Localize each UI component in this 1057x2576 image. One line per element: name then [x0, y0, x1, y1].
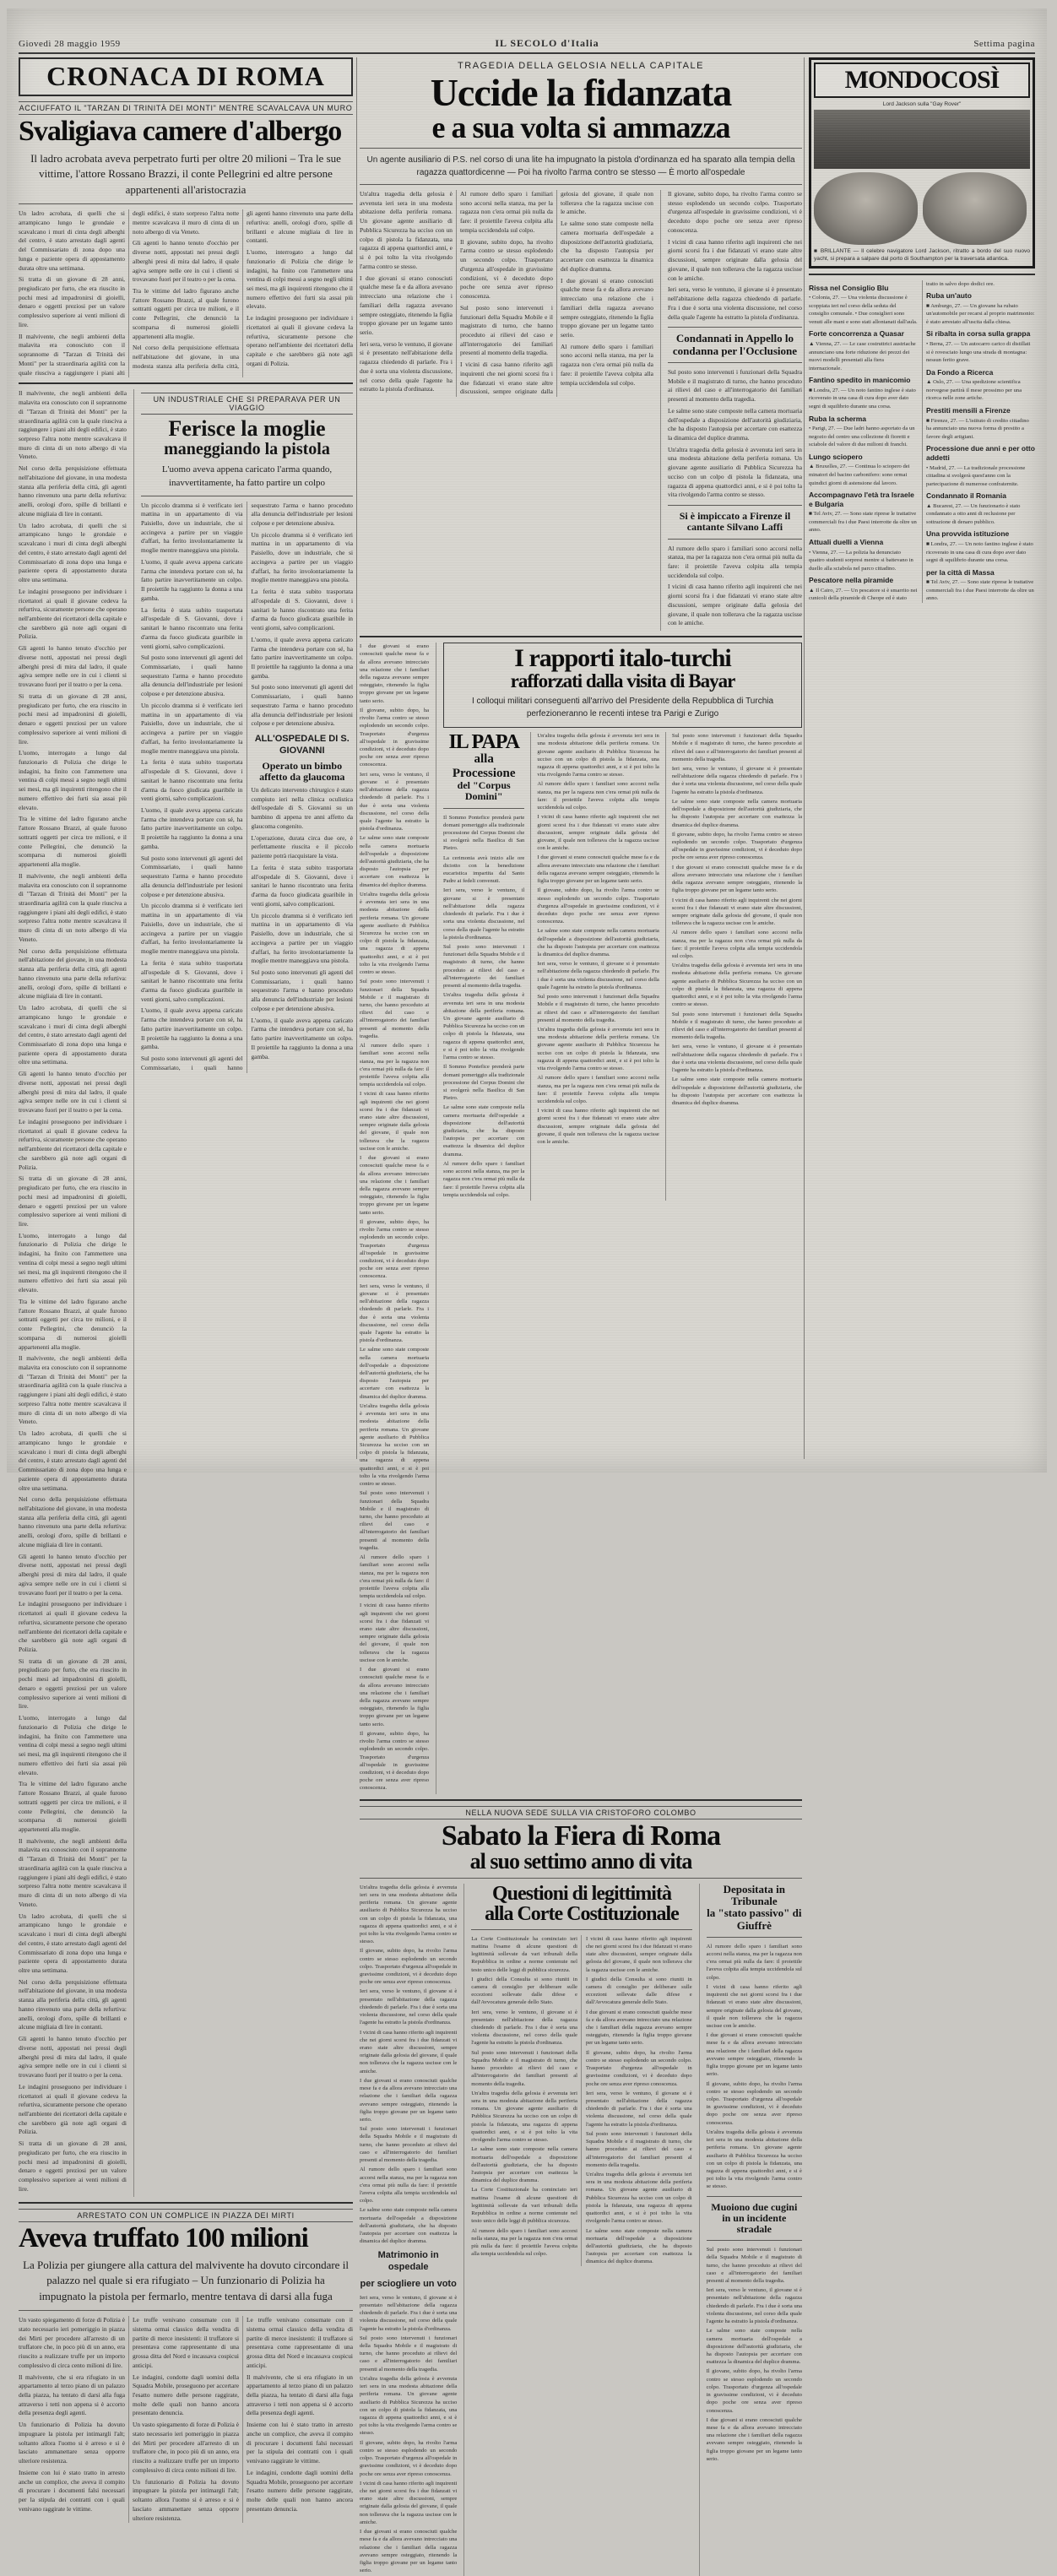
brief-text: ■ Londra, 27. — Un noto fantino inglese è stato ricoverato in una casa di cura dopo aver dato segni di squilibrio durante una corsa.: [926, 541, 1033, 564]
paragraph: Sul posto sono intervenuti i funzionari della Squadra Mobile e il magistrato di turno, che hanno proceduto ai rilievi del caso e all'interrogatorio dei familiari presenti al momento della tragedia.: [360, 979, 430, 1039]
brief-item: [809, 376, 918, 410]
brief-headline: Ruba la scherma: [809, 414, 867, 423]
brief-text: ▲ Il Cairo, 27. — Un pescatore si è smarrito nei cunicoli della piramide di Cheope ed è stato tratto in salvo dopo dodici ore.: [809, 280, 995, 602]
body-cugini: [707, 2246, 802, 2463]
brief-headline: Processione due anni e per otto addetti: [926, 444, 1035, 462]
paragraph: L'operazione, durata circa due ore, è perfettamente riuscita e il piccolo paziente potrà riacquistare la vista.: [251, 833, 353, 860]
paragraph: Un funzionario di Polizia ha dovuto impugnare la pistola per intimargli l'alt; soltanto allora l'uomo si è arreso e si è lasciato ammanettare senza opporre ulteriore resistenza.: [133, 2477, 239, 2522]
paragraph: Le indagini proseguono per individuare i ricettatori ai quali il giovane cedeva la refurtiva, sicuramente persone che operano nell'ambiente dei ricettatori della capitale e che sarebbero già note agli organi di Polizia.: [19, 2082, 127, 2136]
paragraph: Il giovane, subito dopo, ha rivolto l'arma contro se stesso esplodendo un secondo colpo. Trasportato d'urgenza all'ospedale in gravissime condizioni, vi è deceduto dopo poche ore senza aver ripreso conoscenza.: [585, 2049, 692, 2087]
paragraph: Sul posto sono intervenuti gli agenti del Commissariato, i quali hanno sequestrato l'arma e hanno proceduto alla denuncia dell'industriale per lesioni colpose e per detenzione abusiva.: [140, 653, 243, 698]
deck-albergo: Il ladro acrobata aveva perpetrato furti per oltre 20 milioni – Tra le sue vittime, l'attore Rossano Brazzi, il conte Pellegrini ed altre persone appartenenti all'aristocrazia: [30, 151, 341, 197]
paragraph: I due giovani si erano conosciuti qualche mese fa e da allora avevano intrecciato una relazione che i familiari della ragazza avevano sempre osteggiato, ritenendo la figlia troppo giovane per un legame tanto serio.: [360, 274, 453, 337]
paragraph: I vicini di casa hanno riferito agli inquirenti che nei giorni scorsi fra i due fidanzati vi erano state altre discussioni, sempre originate dalla gelosia del giovane, il quale non tollerava che la ragazza uscisse con le amiche.: [360, 2480, 458, 2525]
briefs-container: [809, 280, 1035, 603]
paragraph: I vicini di casa hanno riferito agli inquirenti che nei giorni scorsi fra i due fidanzati vi erano state altre discussioni, sempre originate dalla gelosia del giovane, il quale non tollerava che la ragazza uscisse con le amiche.: [360, 2029, 458, 2074]
paragraph: Le salme sono state composte nella camera mortuaria dell'ospedale a disposizione dell'autorità giudiziaria, che ha disposto l'autopsia per accertare con esattezza la dinamica del duplice dramma.: [537, 928, 659, 958]
paragraph: Le salme sono state composte nella camera mortuaria dell'ospedale a disposizione dell'autorità giudiziaria, che ha disposto l'autopsia per accertare con esattezza la dinamica del duplice dramma.: [585, 2227, 692, 2265]
paragraph: I due giovani si erano conosciuti qualche mese fa e da allora avevano intrecciato una relazione che i familiari della ragazza avevano sempre osteggiato, ritenendo la figlia troppo giovane per un legame tanto serio.: [706, 2032, 802, 2078]
hospital-headline: Operato un bimbo affetto da glaucoma: [259, 759, 345, 783]
paragraph: I vicini di casa hanno riferito agli inquirenti che nei giorni scorsi fra i due fidanzati vi erano state altre discussioni, sempre originate dalla gelosia del giovane, il quale non tollerava che la ragazza uscisse con le amiche.: [459, 190, 653, 396]
paragraph: Il malvivente, che negli ambienti della malavita era conosciuto con il soprannome di "Tarzan di Trinità dei Monti" per la straordinaria agilità con la quale riusciva a raggiungere i piani alti degli edifici, è stato sorpreso l'altra notte mentre scavalcava il muro di cinta di un noto albergo di via Veneto.: [19, 1836, 127, 1908]
paragraph: Un vasto spiegamento di forze di Polizia è stato necessario ieri pomeriggio in piazza dei Mirti per procedere all'arresto di un truffatore che, in poco più di un anno, era riuscito a realizzare truffe per un importo complessivo di circa cento milioni di lire.: [133, 2421, 239, 2474]
paragraph: Si tratta di un giovane di 28 anni, pregiudicato per furto, che era riuscito in pochi mesi ad impadronirsi di gioielli, denaro e oggetti preziosi per un valore complessivo superiore ai venti milioni di lire.: [19, 2139, 127, 2193]
body-impiccato: [668, 545, 802, 629]
paragraph: Gli agenti lo hanno tenuto d'occhio per diverse notti, appostati nei pressi degli alberghi presi di mira dal ladro, il quale agiva sempre nelle ore in cui i clienti si trovavano fuori per il teatro o per la cena.: [19, 2035, 127, 2080]
paragraph: Nel corso della perquisizione effettuata nell'abitazione del giovane, in una modesta stanza alla periferia della città, gli agenti hanno rinvenuto una parte della refurtiva: anelli, orologi d'oro, spille di brillanti e alcune migliaia di lire in contanti.: [19, 1495, 127, 1548]
paragraph: Un'altra tragedia della gelosia è avvenuta ieri sera in una modesta abitazione della periferia romana. Un giovane agente ausiliario di Pubblica Sicurezza ha ucciso con un colpo di pistola la fidanzata, una ragazza di appena quattordici anni, e si è poi tolto la vita rivolgendo l'arma contro se stesso.: [360, 2375, 458, 2437]
deck-ferisce-moglie: L'uomo aveva appena caricato l'arma quando, inavvertitamente, ha fatto partire un colpo: [161, 464, 333, 488]
headline-fiera-1: Sabato la Fiera di Roma: [441, 1819, 721, 1852]
brief-text: ■ Amburgo, 27. — Un giovane ha rubato un'automobile per recarsi al proprio matrimonio: è stato arrestato all'uscita dalla chiesa.: [926, 302, 1035, 325]
brief-headline: Una provvida istituzione: [926, 529, 1010, 539]
paragraph: Sul posto sono intervenuti gli agenti del Commissariato, i quali hanno sequestrato l'arma e hanno proceduto alla denuncia dell'industriale per lesioni colpose e per detenzione abusiva.: [140, 854, 243, 898]
brief-item: [926, 406, 1035, 441]
columns-container: [19, 57, 1035, 2574]
paragraph: L'uomo, il quale aveva appena caricato l'arma che intendeva portare con sé, ha fatto partire inavvertitamente un colpo. Il proiettile ha raggiunto la donna a una gamba.: [140, 806, 243, 850]
mondocosi-title: MONDOCOSÌ: [814, 62, 1030, 98]
body-corte: [471, 1935, 691, 2266]
paragraph: Le indagini proseguono per individuare i ricettatori ai quali il giovane cedeva la refurtiva, sicuramente persone che operano nell'ambiente dei ricettatori della capitale e che sarebbero già note agli organi di Polizia.: [19, 1117, 127, 1171]
paragraph: I vicini di casa hanno riferito agli inquirenti che nei giorni scorsi fra i due fidanzati vi erano state altre discussioni, sempre originate dalla gelosia del giovane, il quale non tollerava che la ragazza uscisse con le amiche.: [537, 814, 659, 852]
paragraph: Al rumore dello sparo i familiari sono accorsi nella stanza, ma per la ragazza non c'era ormai più nulla da fare: il proiettile l'aveva colpita alla tempia uccidendola sul colpo.: [560, 342, 653, 387]
brief-text: ▲ Bruxelles, 27. — Continua lo sciopero dei minatori del bacino carbonifero: sono ormai quindici giorni di astensione dal lavoro.: [809, 464, 910, 486]
paragraph: Ieri sera, verso le ventuno, il giovane si è presentato nell'abitazione della ragazza chiedendo di parlarle. Fra i due è sorta una violenta discussione, nel corso della quale l'agente ha estratto la pistola d'ordinanza.: [360, 1988, 458, 2026]
paragraph: Un'altra tragedia della gelosia è avvenuta ieri sera in una modesta abitazione della periferia romana. Un giovane agente ausiliario di Pubblica Sicurezza ha ucciso con un colpo di pistola la fidanzata, una ragazza di appena quattordici anni, e si è poi tolto la vita rivolgendo l'arma contro se stesso.: [360, 891, 430, 976]
paragraph: Al rumore dello sparo i familiari sono accorsi nella stanza, ma per la ragazza non c'era ormai più nulla da fare: il proiettile l'aveva colpita alla tempia uccidendola sul colpo.: [360, 1554, 430, 1600]
paragraph: I vicini di casa hanno riferito agli inquirenti che nei giorni scorsi fra i due fidanzati vi erano state altre discussioni, sempre originate dalla gelosia del giovane, il quale non tollerava che la ragazza uscisse con le amiche.: [585, 1935, 692, 1973]
brief-headline: Rissa nel Consiglio Blu: [809, 283, 889, 292]
paragraph: Il giovane, subito dopo, ha rivolto l'arma contro se stesso esplodendo un secondo colpo. Trasportato d'urgenza all'ospedale in gravissime condizioni, vi è deceduto dopo poche ore senza aver ripreso conoscenza.: [360, 707, 430, 768]
paragraph: Ieri sera, verso le ventuno, il giovane si è presentato nell'abitazione della ragazza chiedendo di parlarle. Fra i due è sorta una violenta discussione, nel corso della quale l'agente ha estratto la pistola d'ordinanza.: [667, 285, 802, 321]
paragraph: Un'altra tragedia della gelosia è avvenuta ieri sera in una modesta abitazione della periferia romana. Un giovane agente ausiliario di Pubblica Sicurezza ha ucciso con un colpo di pistola la fidanzata, una ragazza di appena quattordici anni, e si è poi tolto la vita rivolgendo l'arma contro se stesso.: [537, 733, 659, 778]
paragraph: Il Sommo Pontefice prenderà parte domani pomeriggio alla tradizionale processione del Corpus Domini che si svolgerà nella Basilica di San Pietro.: [443, 814, 525, 852]
paragraph: I due giovani si erano conosciuti qualche mese fa e da allora avevano intrecciato una relazione che i familiari della ragazza avevano sempre osteggiato, ritenendo la figlia troppo giovane per un legame tanto serio.: [360, 2529, 458, 2574]
paragraph: Tra le vittime del ladro figurano anche l'attore Rossano Brazzi, al quale furono sottratti oggetti per circa tre milioni, e il conte Pellegrini, che denunciò la scomparsa di numerosi gioielli appartenenti alla moglie.: [19, 815, 127, 869]
paragraph: Al rumore dello sparo i familiari sono accorsi nella stanza, ma per la ragazza non c'era ormai più nulla da fare: il proiettile l'aveva colpita alla tempia uccidendola sul colpo.: [706, 1943, 802, 1981]
paragraph: I vicini di casa hanno riferito agli inquirenti che nei giorni scorsi fra i due fidanzati vi erano state altre discussioni, sempre originate dalla gelosia del giovane, il quale non tollerava che la ragazza uscisse con le amiche.: [667, 583, 802, 627]
paragraph: I due giovani si erano conosciuti qualche mese fa e da allora avevano intrecciato una relazione che i familiari della ragazza avevano sempre osteggiato, ritenendo la figlia troppo giovane per un legame tanto serio.: [360, 643, 430, 704]
paragraph: I due giovani si erano conosciuti qualche mese fa e da allora avevano intrecciato una relazione che i familiari della ragazza avevano sempre osteggiato, ritenendo la figlia troppo giovane per un legame tanto serio.: [360, 1155, 430, 1216]
paragraph: Sul posto sono intervenuti gli agenti del Commissariato, i quali hanno sequestrato l'arma e hanno proceduto alla denuncia dell'industriale per lesioni colpose e per detenzione abusiva.: [251, 683, 353, 728]
paragraph: Si tratta di un giovane di 28 anni, pregiudicato per furto, che era riuscito in pochi mesi ad impadronirsi di gioielli, denaro e oggetti preziosi per un valore complessivo superiore ai venti milioni di lire.: [19, 275, 125, 328]
brief-headline: Prestiti mensili a Firenze: [926, 406, 1011, 415]
brief-text: ■ Londra, 27. — Un noto fantino inglese è stato ricoverato in una casa di cura dopo aver dato segni di squilibrio durante una corsa.: [809, 387, 916, 409]
paragraph: Ieri sera, verso le ventuno, il giovane si è presentato nell'abitazione della ragazza chiedendo di parlarle. Fra i due è sorta una violenta discussione, nel corso della quale l'agente ha estratto la pistola d'ordinanza.: [471, 2009, 577, 2047]
paragraph: Un funzionario di Polizia ha dovuto impugnare la pistola per intimargli l'alt; soltanto allora l'uomo si è arreso e si è lasciato ammanettare senza opporre ulteriore resistenza.: [19, 2421, 125, 2465]
paragraph: Un vasto spiegamento di forze di Polizia è stato necessario ieri pomeriggio in piazza dei Mirti per procedere all'arresto di un truffatore che, in poco più di un anno, era riuscito a realizzare truffe per un importo complessivo di circa cento milioni di lire.: [19, 2316, 125, 2369]
headline-papa-3: del "Corpus Domini": [457, 779, 511, 803]
body-turchi-2: [672, 732, 802, 1107]
paragraph: Un ladro acrobata, di quelli che si arrampicano lungo le grondaie e scavalcano i muri di cinta degli alberghi del centro, è stato arrestato dagli agenti del Commissariato di zona dopo una lunga e paziente opera di appostamento durata oltre una settimana.: [19, 209, 125, 272]
brief-item: [809, 415, 918, 449]
paragraph: I due giovani si erano conosciuti qualche mese fa e da allora avevano intrecciato una relazione che i familiari della ragazza avevano sempre osteggiato, ritenendo la figlia troppo giovane per un legame tanto serio.: [706, 2416, 802, 2462]
brief-headline: Da Fondo a Ricerca: [926, 367, 994, 377]
paragraph: Il giovane, subito dopo, ha rivolto l'arma contro se stesso esplodendo un secondo colpo. Trasportato d'urgenza all'ospedale in gravissime condizioni, vi è deceduto dopo poche ore senza aver ripreso conoscenza.: [459, 237, 553, 301]
portrait-photo-left: [814, 172, 918, 245]
headline-matrimonio-1: Matrimonio in ospedale: [377, 2250, 439, 2273]
paragraph: La ferita è stata subito trasportata all'ospedale di S. Giovanni, dove i sanitari le hanno riscontrato una ferita d'arma da fuoco giudicata guaribile in venti giorni, salvo complicazioni.: [140, 758, 243, 803]
paragraph: Nel corso della perquisizione effettuata nell'abitazione del giovane, in una modesta stanza alla periferia della città, gli agenti hanno rinvenuto una parte della refurtiva: anelli, orologi d'oro, spille di brillanti e alcune migliaia di lire in contanti.: [133, 209, 353, 370]
paragraph: Sul posto sono intervenuti i funzionari della Squadra Mobile e il magistrato di turno, che hanno proceduto ai rilievi del caso e all'interrogatorio dei familiari presenti al momento della tragedia.: [360, 2335, 458, 2373]
paragraph: Al rumore dello sparo i familiari sono accorsi nella stanza, ma per la ragazza non c'era ormai più nulla da fare: il proiettile l'aveva colpita alla tempia uccidendola sul colpo.: [537, 781, 659, 811]
paragraph: Un'altra tragedia della gelosia è avvenuta ieri sera in una modesta abitazione della periferia romana. Un giovane agente ausiliario di Pubblica Sicurezza ha ucciso con un colpo di pistola la fidanzata, una ragazza di appena quattordici anni, e si è poi tolto la vita rivolgendo l'arma contro se stesso.: [360, 1884, 458, 1945]
paragraph: Sul posto sono intervenuti i funzionari della Squadra Mobile e il magistrato di turno, che hanno proceduto ai rilievi del caso e all'interrogatorio dei familiari presenti al momento della tragedia.: [360, 1490, 430, 1551]
paragraph: Le truffe venivano consumate con il sistema ormai classico della vendita di partite di merce inesistenti: il truffatore si presentava come rappresentante di una grossa ditta del Nord e incassava cospicui anticipi.: [133, 2316, 239, 2369]
paragraph: Un'altra tragedia della gelosia è avvenuta ieri sera in una modesta abitazione della periferia romana. Un giovane agente ausiliario di Pubblica Sicurezza ha ucciso con un colpo di pistola la fidanzata, una ragazza di appena quattordici anni, e si è poi tolto la vita rivolgendo l'arma contro se stesso.: [471, 2090, 577, 2144]
body-tribunale: [707, 1943, 802, 2191]
paragraph: Un'altra tragedia della gelosia è avvenuta ieri sera in una modesta abitazione della periferia romana. Un giovane agente ausiliario di Pubblica Sicurezza ha ucciso con un colpo di pistola la fidanzata, una ragazza di appena quattordici anni, e si è poi tolto la vita rivolgendo l'arma contro se stesso.: [443, 992, 525, 1061]
brief-headline: Condannato il Romania: [926, 491, 1006, 501]
deck-truffa: La Polizia per giungere alla cattura del malvivente ha dovuto circondare il palazzo nel quale si era rifugiato – Un funzionario di Polizia ha impugnato la pistola per fermarlo, mentre tentava di darsi alla fuga: [23, 2258, 349, 2303]
paragraph: Al rumore dello sparo i familiari sono accorsi nella stanza, ma per la ragazza non c'era ormai più nulla da fare: il proiettile l'aveva colpita alla tempia uccidendola sul colpo.: [443, 1160, 525, 1198]
paragraph: Si tratta di un giovane di 28 anni, pregiudicato per furto, che era riuscito in pochi mesi ad impadronirsi di gioielli, denaro e oggetti preziosi per un valore complessivo superiore ai venti milioni di lire.: [19, 691, 127, 746]
paragraph: Sul posto sono intervenuti i funzionari della Squadra Mobile e il magistrato di turno, che hanno proceduto ai rilievi del caso e all'interrogatorio dei familiari presenti al momento della tragedia.: [667, 367, 802, 404]
paragraph: La Corte Costituzionale ha cominciato ieri mattina l'esame di alcune questioni di legittimità sollevate da vari tribunali della Repubblica in ordine a norme contenute nel testo unico delle leggi di pubblica sicurezza.: [471, 2187, 577, 2225]
paragraph: Nel corso della perquisizione effettuata nell'abitazione del giovane, in una modesta stanza alla periferia della città, gli agenti hanno rinvenuto una parte della refurtiva: anelli, orologi d'oro, spille di brillanti e alcune migliaia di lire in contanti.: [19, 464, 127, 518]
paragraph: I due giovani si erano conosciuti qualche mese fa e da allora avevano intrecciato una relazione che i familiari della ragazza avevano sempre osteggiato, ritenendo la figlia troppo giovane per un legame tanto serio.: [671, 864, 802, 894]
paragraph: L'uomo, interrogato a lungo dal funzionario di Polizia che dirige le indagini, ha finito con l'ammettere una ventina di colpi messi a segno negli ultimi sei mesi, ma gli inquirenti ritengono che il numero effettivo dei furti sia assai più elevato.: [19, 1714, 127, 1776]
masthead-date: Giovedì 28 maggio 1959: [19, 38, 121, 49]
paragraph: Un'altra tragedia della gelosia è avvenuta ieri sera in una modesta abitazione della periferia romana. Un giovane agente ausiliario di Pubblica Sicurezza ha ucciso con un colpo di pistola la fidanzata, una ragazza di appena quattordici anni, e si è poi tolto la vita rivolgendo l'arma contro se stesso.: [360, 1402, 430, 1488]
brief-item: [926, 291, 1035, 326]
paragraph: L'uomo, il quale aveva appena caricato l'arma che intendeva portare con sé, ha fatto partire inavvertitamente un colpo. Il proiettile ha raggiunto la donna a una gamba.: [251, 1016, 353, 1060]
brief-headline: Attuali duelli a Vienna: [809, 537, 884, 546]
paragraph: Gli agenti lo hanno tenuto d'occhio per diverse notti, appostati nei pressi degli alberghi presi di mira dal ladro, il quale agiva sempre nelle ore in cui i clienti si trovavano fuori per il teatro o per la cena.: [19, 1552, 127, 1597]
paragraph: Sul posto sono intervenuti gli agenti del Commissariato, i quali hanno sequestrato l'arma e hanno proceduto alla denuncia dell'industriale per lesioni colpose e per detenzione abusiva.: [251, 968, 353, 1012]
paragraph: L'uomo, il quale aveva appena caricato l'arma che intendeva portare con sé, ha fatto partire inavvertitamente un colpo. Il proiettile ha raggiunto la donna a una gamba.: [140, 557, 243, 602]
paragraph: La ferita è stata subito trasportata all'ospedale di S. Giovanni, dove i sanitari le hanno riscontrato una ferita d'arma da fuoco giudicata guaribile in venti giorni, salvo complicazioni.: [140, 958, 243, 1003]
newspaper-page: [7, 8, 1047, 2574]
body-uccide-side: [668, 190, 802, 322]
paragraph: Le indagini, condotte dagli uomini della Squadra Mobile, proseguono per accertare l'esatto numero delle persone raggirate, molte delle quali non hanno ancora presentato denuncia.: [133, 2373, 239, 2417]
paragraph: Un delicato intervento chirurgico è stato compiuto ieri nella clinica oculistica dell'ospedale di S. Giovanni su un bambino di appena tre anni affetto da glaucoma congenito.: [251, 786, 353, 830]
masthead-paper-name: IL SECOLO d'Italia: [495, 37, 599, 49]
masthead-rule: [19, 52, 1035, 54]
body-ferisce-moglie: [141, 502, 353, 1073]
center-column: [360, 57, 802, 2576]
headline-turchi-1: I rapporti italo-turchi: [514, 644, 731, 673]
paragraph: I due giovani si erano conosciuti qualche mese fa e da allora avevano intrecciato una relazione che i familiari della ragazza avevano sempre osteggiato, ritenendo la figlia troppo giovane per un legame tanto serio.: [360, 1667, 430, 1727]
paragraph: Al rumore dello sparo i familiari sono accorsi nella stanza, ma per la ragazza non c'era ormai più nulla da fare: il proiettile l'aveva colpita alla tempia uccidendola sul colpo.: [459, 190, 553, 234]
paragraph: I vicini di casa hanno riferito agli inquirenti che nei giorni scorsi fra i due fidanzati vi erano state altre discussioni, sempre originate dalla gelosia del giovane, il quale non tollerava che la ragazza uscisse con le amiche.: [671, 897, 802, 927]
paragraph: Un'altra tragedia della gelosia è avvenuta ieri sera in una modesta abitazione della periferia romana. Un giovane agente ausiliario di Pubblica Sicurezza ha ucciso con un colpo di pistola la fidanzata, una ragazza di appena quattordici anni, e si è poi tolto la vita rivolgendo l'arma contro se stesso.: [360, 190, 453, 270]
headline-fiera-2: al suo settimo anno di vita: [469, 1848, 692, 1874]
paragraph: Le indagini, condotte dagli uomini della Squadra Mobile, proseguono per accertare l'esatto numero delle persone raggirate, molte delle quali non hanno ancora presentato denuncia.: [247, 2468, 353, 2513]
paragraph: Un ladro acrobata, di quelli che si arrampicano lungo le grondaie e scavalcano i muri di cinta degli alberghi del centro, è stato arrestato dagli agenti del Commissariato di zona dopo una lunga e paziente opera di appostamento durata oltre una settimana.: [19, 1429, 127, 1492]
paragraph: Il malvivente, che si era rifugiato in un appartamento al terzo piano di un palazzo della piazza, ha tentato di darsi alla fuga attraverso i tetti non appena si è accorto della presenza degli agenti.: [247, 2373, 353, 2417]
deck-turchi: I colloqui militari conseguenti all'arrivo del Presidente della Repubblica di Turchia perfezioneranno le recenti intese tra Parigi e Zurigo: [471, 697, 774, 719]
body-albergo-continued: [19, 389, 127, 2194]
paragraph: Si tratta di un giovane di 28 anni, pregiudicato per furto, che era riuscito in pochi mesi ad impadronirsi di gioielli, denaro e oggetti preziosi per un valore complessivo superiore ai venti milioni di lire.: [19, 1174, 127, 1228]
paragraph: Le truffe venivano consumate con il sistema ormai classico della vendita di partite di merce inesistenti: il truffatore si presentava come rappresentante di una grossa ditta del Nord e incassava cospicui anticipi.: [247, 2316, 353, 2369]
brief-item: [809, 453, 918, 487]
brief-item: [926, 444, 1035, 488]
brief-text: • Berna, 27. — Un autocarro carico di distillati si è rovesciato lungo una strada di montagna: nessun ferito grave.: [926, 341, 1031, 364]
paragraph: Un'altra tragedia della gelosia è avvenuta ieri sera in una modesta abitazione della periferia romana. Un giovane agente ausiliario di Pubblica Sicurezza ha ucciso con un colpo di pistola la fidanzata, una ragazza di appena quattordici anni, e si è poi tolto la vita rivolgendo l'arma contro se stesso.: [537, 1027, 659, 1072]
paragraph: Ieri sera, verso le ventuno, il giovane si è presentato nell'abitazione della ragazza chiedendo di parlarle. Fra i due è sorta una violenta discussione, nel corso della quale l'agente ha estratto la pistola d'ordinanza.: [671, 766, 802, 795]
masthead: [19, 37, 1035, 50]
paragraph: La ferita è stata subito trasportata all'ospedale di S. Giovanni, dove i sanitari le hanno riscontrato una ferita d'arma da fuoco giudicata guaribile in venti giorni, salvo complicazioni.: [251, 588, 353, 632]
paragraph: Le indagini proseguono per individuare i ricettatori ai quali il giovane cedeva la refurtiva, sicuramente persone che operano nell'ambiente dei ricettatori della capitale e che sarebbero già note agli organi di Polizia.: [19, 1600, 127, 1654]
paragraph: Il malvivente, che negli ambienti della malavita era conosciuto con il soprannome di "Tarzan di Trinità dei Monti" per la straordinaria agilità con la quale riusciva a raggiungere i piani alti degli edifici, è stato sorpreso l'altra notte mentre scavalcava il muro di cinta di un noto albergo di via Veneto.: [19, 1354, 127, 1426]
kicker-tragedia: TRAGEDIA DELLA GELOSIA NELLA CAPITALE: [458, 61, 704, 71]
paragraph: Ieri sera, verso le ventuno, il giovane si è presentato nell'abitazione della ragazza chiedendo di parlarle. Fra i due è sorta una violenta discussione, nel corso della quale l'agente ha estratto la pistola d'ordinanza.: [360, 1283, 430, 1344]
body-papa: [443, 814, 524, 1200]
paragraph: Gli agenti lo hanno tenuto d'occhio per diverse notti, appostati nei pressi degli alberghi presi di mira dal ladro, il quale agiva sempre nelle ore in cui i clienti si trovavano fuori per il teatro o per la cena.: [133, 239, 239, 284]
paragraph: Sul posto sono intervenuti gli agenti del Commissariato, i quali hanno sequestrato l'arma e hanno proceduto alla denuncia dell'industriale per lesioni colpose e per detenzione abusiva.: [140, 501, 353, 1071]
photo-caption-top: Lord Jackson sulla "Gay Rover": [882, 101, 962, 107]
paragraph: Insieme con lui è stato tratto in arresto anche un complice, che aveva il compito di procurare i documenti falsi necessari per la stipula dei contratti con i quali venivano raggirate le vittime.: [19, 2468, 125, 2513]
brief-text: • Parigi, 27. — Due ladri hanno asportato da un negozio del centro una collezione di fioretti e sciabole del valore di due milioni di franchi.: [809, 426, 915, 448]
headline-ferisce-moglie-2: maneggiando la pistola: [164, 439, 330, 458]
paragraph: Tra le vittime del ladro figurano anche l'attore Rossano Brazzi, al quale furono sottratti oggetti per circa tre milioni, e il conte Pellegrini, che denunciò la scomparsa di numerosi gioielli appartenenti alla moglie.: [19, 1297, 127, 1351]
headline-impiccato: Si è impiccato a Firenze il cantante Silvano Laffi: [679, 510, 791, 534]
paragraph: I due giovani si erano conosciuti qualche mese fa e da allora avevano intrecciato una relazione che i familiari della ragazza avevano sempre osteggiato, ritenendo la figlia troppo giovane per un legame tanto serio.: [560, 276, 653, 339]
brief-item: [809, 538, 918, 572]
paragraph: Ieri sera, verso le ventuno, il giovane si è presentato nell'abitazione della ragazza chiedendo di parlarle. Fra i due è sorta una violenta discussione, nel corso della quale l'agente ha estratto la pistola d'ordinanza.: [443, 887, 525, 941]
headline-albergo: Svaligiava camere d'albergo: [19, 115, 342, 147]
paragraph: Le salme sono state composte nella camera mortuaria dell'ospedale a disposizione dell'autorità giudiziaria, che ha disposto l'autopsia per accertare con esattezza la dinamica del duplice dramma.: [671, 798, 802, 828]
paragraph: Il giovane, subito dopo, ha rivolto l'arma contro se stesso esplodendo un secondo colpo. Trasportato d'urgenza all'ospedale in gravissime condizioni, vi è deceduto dopo poche ore senza aver ripreso conoscenza.: [360, 1218, 430, 1280]
paragraph: Un piccolo dramma si è verificato ieri mattina in un appartamento di via Paisiello, dove un industriale, che si accingeva a partire per un viaggio d'affari, ha ferito involontariamente la moglie mentre maneggiava una pistola.: [251, 911, 353, 965]
paragraph: Il malvivente, che negli ambienti della malavita era conosciuto con il soprannome di "Tarzan di Trinità dei Monti" per la straordinaria agilità con la quale riusciva a raggiungere i piani alti degli edifici, è stato sorpreso l'altra notte mentre scavalcava il muro di cinta di un noto albergo di via Veneto.: [19, 389, 127, 461]
brief-text: • Vienna, 27. — La polizia ha denunciato quattro studenti sorpresi mentre si battevano in duello alla sciabola nel parco cittadino.: [809, 549, 913, 572]
paragraph: Un ladro acrobata, di quelli che si arrampicano lungo le grondaie e scavalcano i muri di cinta degli alberghi del centro, è stato arrestato dagli agenti del Commissariato di zona dopo una lunga e paziente opera di appostamento durata oltre una settimana.: [19, 1004, 127, 1066]
paragraph: Il giovane, subito dopo, ha rivolto l'arma contro se stesso esplodendo un secondo colpo. Trasportato d'urgenza all'ospedale in gravissime condizioni, vi è deceduto dopo poche ore senza aver ripreso conoscenza.: [667, 190, 802, 234]
headline-cugini-1: Muoiono due cugini: [711, 2200, 798, 2213]
paragraph: I vicini di casa hanno riferito agli inquirenti che nei giorni scorsi fra i due fidanzati vi erano state altre discussioni, sempre originate dalla gelosia del giovane, il quale non tollerava che la ragazza uscisse con le amiche.: [360, 1091, 430, 1152]
headline-tribunale-1: Depositata in Tribunale: [723, 1882, 785, 1907]
kicker-truffa: ARRESTATO CON UN COMPLICE IN PIAZZA DEI MIRTI: [19, 2209, 353, 2222]
paragraph: I vicini di casa hanno riferito agli inquirenti che nei giorni scorsi fra i due fidanzati vi erano state altre discussioni, sempre originate dalla gelosia del giovane, il quale non tollerava che la ragazza uscisse con le amiche.: [360, 1603, 430, 1663]
body-truffa: [19, 2316, 353, 2523]
paragraph: Un ladro acrobata, di quelli che si arrampicano lungo le grondaie e scavalcano i muri di cinta degli alberghi del centro, è stato arrestato dagli agenti del Commissariato di zona dopo una lunga e paziente opera di appostamento durata oltre una settimana.: [19, 1912, 127, 1974]
paragraph: Gli agenti lo hanno tenuto d'occhio per diverse notti, appostati nei pressi degli alberghi presi di mira dal ladro, il quale agiva sempre nelle ore in cui i clienti si trovavano fuori per il teatro o per la cena.: [19, 644, 127, 689]
headline-corte-2: alla Corte Costituzionale: [485, 1902, 679, 1925]
headline-uccide-1: Uccide la fidanzata: [430, 71, 732, 114]
brief-text: ■ Tel Aviv, 27. — Sono state riprese le trattative commerciali fra i due Paesi interrotte da oltre un anno.: [809, 511, 917, 534]
brief-headline: Lungo sciopero: [809, 452, 863, 461]
brief-item: [809, 491, 918, 534]
paragraph: Le salme sono state composte nella camera mortuaria dell'ospedale a disposizione dell'autorità giudiziaria, che ha disposto l'autopsia per accertare con esattezza la dinamica del duplice dramma.: [706, 2328, 802, 2366]
paragraph: Il giovane, subito dopo, ha rivolto l'arma contro se stesso esplodendo un secondo colpo. Trasportato d'urgenza all'ospedale in gravissime condizioni, vi è deceduto dopo poche ore senza aver ripreso conoscenza.: [706, 2368, 802, 2414]
kicker-albergo: ACCIUFFATO IL "TARZAN DI TRINITÀ DEI MONTI" MENTRE SCAVALCAVA UN MURO: [19, 101, 353, 115]
paragraph: L'uomo, il quale aveva appena caricato l'arma che intendeva portare con sé, ha fatto partire inavvertitamente un colpo. Il proiettile ha raggiunto la donna a una gamba.: [140, 1006, 243, 1051]
paragraph: Al rumore dello sparo i familiari sono accorsi nella stanza, ma per la ragazza non c'era ormai più nulla da fare: il proiettile l'aveva colpita alla tempia uccidendola sul colpo.: [667, 544, 802, 579]
paragraph: Il giovane, subito dopo, ha rivolto l'arma contro se stesso esplodendo un secondo colpo. Trasportato d'urgenza all'ospedale in gravissime condizioni, vi è deceduto dopo poche ore senza aver ripreso conoscenza.: [671, 831, 802, 861]
paragraph: Il malvivente, che si era rifugiato in un appartamento al terzo piano di un palazzo della piazza, ha tentato di darsi alla fuga attraverso i tetti non appena si è accorto della presenza degli agenti.: [19, 2373, 125, 2417]
brief-text: • Madrid, 27. — La tradizionale processione cittadina si svolgerà quest'anno con la partecipazione di numerose confraternite.: [926, 464, 1026, 487]
paragraph: La cerimonia avrà inizio alle ore diciotto con la benedizione eucaristica impartita dal Santo Padre ai fedeli convenuti.: [443, 854, 525, 885]
brief-item: [926, 329, 1035, 364]
paragraph: Nel corso della perquisizione effettuata nell'abitazione del giovane, in una modesta stanza alla periferia della città, gli agenti hanno rinvenuto una parte della refurtiva: anelli, orologi d'oro, spille di brillanti e alcune migliaia di lire in contanti.: [19, 1977, 127, 2031]
kicker-industriale: UN INDUSTRIALE CHE SI PREPARAVA PER UN VIAGGIO: [141, 393, 353, 415]
paragraph: Il giovane, subito dopo, ha rivolto l'arma contro se stesso esplodendo un secondo colpo. Trasportato d'urgenza all'ospedale in gravissime condizioni, vi è deceduto dopo poche ore senza aver ripreso conoscenza.: [706, 2080, 802, 2126]
yacht-photo: [814, 110, 1030, 169]
paragraph: Sul posto sono intervenuti i funzionari della Squadra Mobile e il magistrato di turno, che hanno proceduto ai rilievi del caso e all'interrogatorio dei familiari presenti al momento della tragedia.: [585, 2130, 692, 2168]
paragraph: Le salme sono state composte nella camera mortuaria dell'ospedale a disposizione dell'autorità giudiziaria, che ha disposto l'autopsia per accertare con esattezza la dinamica del duplice dramma.: [471, 2146, 577, 2184]
brief-headline: Ruba un'auto: [926, 291, 972, 301]
body-turchi-1: [537, 732, 659, 1146]
subhead-uccide: Un agente ausiliario di P.S. nel corso di una lite ha impugnato la pistola d'ordinanza ed ha sparato alla tempia della ragazza quattordicenne — Poi ha rivolto l'arma contro se stesso — È morto all'ospedale: [366, 155, 795, 177]
mondocosi-box: [809, 57, 1035, 268]
cronaca-di-roma-box: [19, 57, 353, 96]
paragraph: I due giovani si erano conosciuti qualche mese fa e da allora avevano intrecciato una relazione che i familiari della ragazza avevano sempre osteggiato, ritenendo la figlia troppo giovane per un legame tanto serio.: [360, 2077, 458, 2123]
brief-text: ■ Firenze, 27. — L'istituto di credito cittadino ha annunciato una nuova forma di prestito a favore degli artigiani.: [926, 417, 1029, 440]
paragraph: Sul posto sono intervenuti i funzionari della Squadra Mobile e il magistrato di turno, che hanno proceduto ai rilievi del caso e all'interrogatorio dei familiari presenti al momento della tragedia.: [671, 733, 802, 762]
brief-headline: Pescatore nella piramide: [809, 576, 894, 585]
body-uccide: [360, 190, 653, 397]
brief-item: [926, 529, 1035, 564]
paragraph: Un'altra tragedia della gelosia è avvenuta ieri sera in una modesta abitazione della periferia romana. Un giovane agente ausiliario di Pubblica Sicurezza ha ucciso con un colpo di pistola la fidanzata, una ragazza di appena quattordici anni, e si è poi tolto la vita rivolgendo l'arma contro se stesso.: [706, 2129, 802, 2190]
paragraph: Al rumore dello sparo i familiari sono accorsi nella stanza, ma per la ragazza non c'era ormai più nulla da fare: il proiettile l'aveva colpita alla tempia uccidendola sul colpo.: [537, 1075, 659, 1104]
paragraph: Al rumore dello sparo i familiari sono accorsi nella stanza, ma per la ragazza non c'era ormai più nulla da fare: il proiettile l'aveva colpita alla tempia uccidendola sul colpo.: [671, 930, 802, 960]
paragraph: L'uomo, il quale aveva appena caricato l'arma che intendeva portare con sé, ha fatto partire inavvertitamente un colpo. Il proiettile ha raggiunto la donna a una gamba.: [251, 635, 353, 680]
paragraph: Ieri sera, verso le ventuno, il giovane si è presentato nell'abitazione della ragazza chiedendo di parlarle. Fra i due è sorta una violenta discussione, nel corso della quale l'agente ha estratto la pistola d'ordinanza.: [537, 961, 659, 990]
paragraph: Sul posto sono intervenuti i funzionari della Squadra Mobile e il magistrato di turno, che hanno proceduto ai rilievi del caso e all'interrogatorio dei familiari presenti al momento della tragedia.: [360, 2126, 458, 2164]
headline-turchi-2: rafforzati dalla visita di Bayar: [510, 670, 735, 692]
paragraph: I vicini di casa hanno riferito agli inquirenti che nei giorni scorsi fra i due fidanzati vi erano state altre discussioni, sempre originate dalla gelosia del giovane, il quale non tollerava che la ragazza uscisse con le amiche.: [667, 237, 802, 282]
paragraph: Un'altra tragedia della gelosia è avvenuta ieri sera in una modesta abitazione della periferia romana. Un giovane agente ausiliario di Pubblica Sicurezza ha ucciso con un colpo di pistola la fidanzata, una ragazza di appena quattordici anni, e si è poi tolto la vita rivolgendo l'arma contro se stesso.: [671, 963, 802, 1008]
paragraph: Il giovane, subito dopo, ha rivolto l'arma contro se stesso esplodendo un secondo colpo. Trasportato d'urgenza all'ospedale in gravissime condizioni, vi è deceduto dopo poche ore senza aver ripreso conoscenza.: [537, 887, 659, 925]
paragraph: Il Sommo Pontefice prenderà parte domani pomeriggio alla tradizionale processione del Corpus Domini che si svolgerà nella Basilica di San Pietro.: [443, 1064, 525, 1102]
paragraph: Un piccolo dramma si è verificato ieri mattina in un appartamento di via Paisiello, dove un industriale, che si accingeva a partire per un viaggio d'affari, ha ferito involontariamente la moglie mentre maneggiava una pistola.: [140, 501, 243, 555]
paragraph: Le salme sono state composte nella camera mortuaria dell'ospedale a disposizione dell'autorità giudiziaria, che ha disposto l'autopsia per accertare con esattezza la dinamica del duplice dramma.: [560, 220, 653, 273]
brief-text: ▲ Vienna, 27. — Le case costruttrici austriache annunciano una forte riduzione dei prezzi dei nuovi modelli presentati alla fiera internazionale.: [809, 341, 916, 371]
paragraph: Ieri sera, verso le ventuno, il giovane si è presentato nell'abitazione della ragazza chiedendo di parlarle. Fra i due è sorta una violenta discussione, nel corso della quale l'agente ha estratto la pistola d'ordinanza.: [585, 2090, 692, 2128]
paragraph: I due giovani si erano conosciuti qualche mese fa e da allora avevano intrecciato una relazione che i familiari della ragazza avevano sempre osteggiato, ritenendo la figlia troppo giovane per un legame tanto serio.: [585, 2009, 692, 2047]
paragraph: Le salme sono state composte nella camera mortuaria dell'ospedale a disposizione dell'autorità giudiziaria, che ha disposto l'autopsia per accertare con esattezza la dinamica del duplice dramma.: [443, 1104, 525, 1158]
paragraph: Ieri sera, verso le ventuno, il giovane si è presentato nell'abitazione della ragazza chiedendo di parlarle. Fra i due è sorta una violenta discussione, nel corso della quale l'agente ha estratto la pistola d'ordinanza.: [671, 1044, 802, 1074]
paragraph: Sul posto sono intervenuti i funzionari della Squadra Mobile e il magistrato di turno, che hanno proceduto ai rilievi del caso e all'interrogatorio dei familiari presenti al momento della tragedia.: [459, 303, 553, 357]
headline-uccide-2: e a sua volta si ammazza: [431, 111, 730, 144]
paragraph: Ieri sera, verso le ventuno, il giovane si è presentato nell'abitazione della ragazza chiedendo di parlarle. Fra i due è sorta una violenta discussione, nel corso della quale l'agente ha estratto la pistola d'ordinanza.: [360, 771, 430, 832]
brief-headline: per la città di Massa: [926, 567, 995, 577]
body-teschio-left: [360, 643, 429, 1792]
brief-text: ■ Tel Aviv, 27. — Sono state riprese le trattative commerciali fra i due Paesi interrotte da oltre un anno.: [926, 579, 1034, 602]
headline-matrimonio-2: per sciogliere un voto: [360, 2278, 457, 2289]
paragraph: L'uomo, interrogato a lungo dal funzionario di Polizia che dirige le indagini, ha finito con l'ammettere una ventina di colpi messi a segno negli ultimi sei mesi, ma gli inquirenti ritengono che il numero effettivo dei furti sia assai più elevato.: [19, 749, 127, 811]
paragraph: Sul posto sono intervenuti i funzionari della Squadra Mobile e il magistrato di turno, che hanno proceduto ai rilievi del caso e all'interrogatorio dei familiari presenti al momento della tragedia.: [443, 944, 525, 990]
paragraph: Le salme sono state composte nella camera mortuaria dell'ospedale a disposizione dell'autorità giudiziaria, che ha disposto l'autopsia per accertare con esattezza la dinamica del duplice dramma.: [360, 2207, 458, 2245]
kicker-fiera: NELLA NUOVA SEDE SULLA VIA CRISTOFORO COLOMBO: [360, 1806, 802, 1819]
brief-headline: Forte concorrenza a Quasar: [809, 329, 904, 339]
brief-text: ▲ Bucarest, 27. — Un funzionario è stato condannato a otto anni di reclusione per sottrazione di denaro pubblico.: [926, 502, 1021, 525]
headline-corte-1: Questioni di legittimità: [491, 1882, 671, 1905]
brief-item: [926, 491, 1035, 526]
brief-headline: Si ribalta in corsa sulla grappa: [926, 329, 1031, 339]
paragraph: Le indagini proseguono per individuare i ricettatori ai quali il giovane cedeva la refurtiva, sicuramente persone che operano nell'ambiente dei ricettatori della capitale e che sarebbero già note agli organi di Polizia.: [19, 587, 127, 641]
body-albergo: [19, 209, 353, 377]
paragraph: La ferita è stata subito trasportata all'ospedale di S. Giovanni, dove i sanitari le hanno riscontrato una ferita d'arma da fuoco giudicata guaribile in venti giorni, salvo complicazioni.: [140, 605, 243, 650]
paragraph: Le salme sono state composte nella camera mortuaria dell'ospedale a disposizione dell'autorità giudiziaria, che ha disposto l'autopsia per accertare con esattezza la dinamica del duplice dramma.: [671, 1076, 802, 1106]
paragraph: I due giovani si erano conosciuti qualche mese fa e da allora avevano intrecciato una relazione che i familiari della ragazza avevano sempre osteggiato, ritenendo la figlia troppo giovane per un legame tanto serio.: [537, 854, 659, 885]
paragraph: Si tratta di un giovane di 28 anni, pregiudicato per furto, che era riuscito in pochi mesi ad impadronirsi di gioielli, denaro e oggetti preziosi per un valore complessivo superiore ai venti milioni di lire.: [19, 1657, 127, 1711]
paragraph: Il giovane, subito dopo, ha rivolto l'arma contro se stesso esplodendo un secondo colpo. Trasportato d'urgenza all'ospedale in gravissime condizioni, vi è deceduto dopo poche ore senza aver ripreso conoscenza.: [360, 1730, 430, 1792]
masthead-page-number: Settima pagina: [973, 38, 1035, 49]
paragraph: Ieri sera, verso le ventuno, il giovane si è presentato nell'abitazione della ragazza chiedendo di parlarle. Fra i due è sorta una violenta discussione, nel corso della quale l'agente ha estratto la pistola d'ordinanza.: [706, 2287, 802, 2325]
paragraph: Il malvivente, che negli ambienti della malavita era conosciuto con il soprannome di "Tarzan di Trinità dei Monti" per la straordinaria agilità con la quale riusciva a raggiungere i piani alti degli edifici, è stato sorpreso l'altra notte mentre scavalcava il muro di cinta di un noto albergo di via Veneto.: [19, 209, 239, 377]
paragraph: Il malvivente, che negli ambienti della malavita era conosciuto con il soprannome di "Tarzan di Trinità dei Monti" per la straordinaria agilità con la quale riusciva a raggiungere i piani alti degli edifici, è stato sorpreso l'altra notte mentre scavalcava il muro di cinta di un noto albergo di via Veneto.: [19, 871, 127, 943]
portrait-photo-right: [923, 172, 1027, 245]
paragraph: I giudici della Consulta si sono riuniti in camera di consiglio per deliberare sulle eccezioni sollevate dalle difese e dall'Avvocatura generale dello Stato.: [585, 1976, 692, 2006]
brief-item: [926, 368, 1035, 403]
paragraph: Al rumore dello sparo i familiari sono accorsi nella stanza, ma per la ragazza non c'era ormai più nulla da fare: il proiettile l'aveva colpita alla tempia uccidendola sul colpo.: [471, 2227, 577, 2258]
brief-item: [809, 284, 918, 327]
section-title: CRONACA DI ROMA: [46, 61, 325, 91]
paragraph: I giudici della Consulta si sono riuniti in camera di consiglio per deliberare sulle eccezioni sollevate dalle difese e dall'Avvocatura generale dello Stato.: [471, 1976, 577, 2006]
body-fiera: [360, 1884, 457, 2575]
turchi-block: [443, 643, 802, 728]
paragraph: Le salme sono state composte nella camera mortuaria dell'ospedale a disposizione dell'autorità giudiziaria, che ha disposto l'autopsia per accertare con esattezza la dinamica del duplice dramma.: [667, 406, 802, 442]
paragraph: Un piccolo dramma si è verificato ieri mattina in un appartamento di via Paisiello, dove un industriale, che si accingeva a partire per un viaggio d'affari, ha ferito involontariamente la moglie mentre maneggiava una pistola.: [140, 701, 243, 755]
paragraph: Le salme sono state composte nella camera mortuaria dell'ospedale a disposizione dell'autorità giudiziaria, che ha disposto l'autopsia per accertare con esattezza la dinamica del duplice dramma.: [360, 1347, 430, 1400]
right-column: [809, 57, 1035, 603]
paragraph: Un piccolo dramma si è verificato ieri mattina in un appartamento di via Paisiello, dove un industriale, che si accingeva a partire per un viaggio d'affari, ha ferito involontariamente la moglie mentre maneggiava una pistola.: [251, 530, 353, 584]
paragraph: L'uomo, interrogato a lungo dal funzionario di Polizia che dirige le indagini, ha finito con l'ammettere una ventina di colpi messi a segno negli ultimi sei mesi, ma gli inquirenti ritengono che il numero effettivo dei furti sia assai più elevato.: [247, 248, 353, 311]
paragraph: Nel corso della perquisizione effettuata nell'abitazione del giovane, in una modesta stanza alla periferia della città, gli agenti hanno rinvenuto una parte della refurtiva: anelli, orologi d'oro, spille di brillanti e alcune migliaia di lire in contanti.: [19, 946, 127, 1001]
paragraph: Sul posto sono intervenuti i funzionari della Squadra Mobile e il magistrato di turno, che hanno proceduto ai rilievi del caso e all'interrogatorio dei familiari presenti al momento della tragedia.: [706, 2247, 802, 2285]
paragraph: Al rumore dello sparo i familiari sono accorsi nella stanza, ma per la ragazza non c'era ormai più nulla da fare: il proiettile l'aveva colpita alla tempia uccidendola sul colpo.: [360, 2167, 458, 2205]
brief-text: ▲ Oslo, 27. — Una spedizione scientifica norvegese partirà il mese prossimo per una ricerca nelle zone artiche.: [926, 379, 1022, 402]
paragraph: Il giovane, subito dopo, ha rivolto l'arma contro se stesso esplodendo un secondo colpo. Trasportato d'urgenza all'ospedale in gravissime condizioni, vi è deceduto dopo poche ore senza aver ripreso conoscenza.: [360, 1948, 458, 1986]
headline-cugini-2: in un incidente stradale: [722, 2211, 787, 2235]
headline-tribunale-2: la "stato passivo" di Giuffrè: [707, 1906, 802, 1932]
hospital-kicker: ALL'OSPEDALE DI S. GIOVANNI: [254, 734, 350, 756]
paragraph: I vicini di casa hanno riferito agli inquirenti che nei giorni scorsi fra i due fidanzati vi erano state altre discussioni, sempre originate dalla gelosia del giovane, il quale non tollerava che la ragazza uscisse con le amiche.: [706, 1983, 802, 2030]
paragraph: La Corte Costituzionale ha cominciato ieri mattina l'esame di alcune questioni di legittimità sollevate da vari tribunali della Repubblica in ordine a norme contenute nel testo unico delle leggi di pubblica sicurezza.: [471, 1935, 577, 1973]
paragraph: Ieri sera, verso le ventuno, il giovane si è presentato nell'abitazione della ragazza chiedendo di parlarle. Fra i due è sorta una violenta discussione, nel corso della quale l'agente ha estratto la pistola d'ordinanza.: [360, 2294, 458, 2332]
paragraph: Un'altra tragedia della gelosia è avvenuta ieri sera in una modesta abitazione della periferia romana. Un giovane agente ausiliario di Pubblica Sicurezza ha ucciso con un colpo di pistola la fidanzata, una ragazza di appena quattordici anni, e si è poi tolto la vita rivolgendo l'arma contro se stesso.: [667, 445, 802, 499]
brief-headline: Accompagnavo l'età tra Israele e Bulgaria: [809, 491, 914, 508]
headline-ferisce-moglie-1: Ferisce la moglie: [168, 416, 326, 442]
photo-caption-bottom: ■ BRILLANTE — Il celebre navigatore Lord Jackson, ritratto a bordo del suo nuovo yacht, si prepara a salpare dal porto di Southampton per la traversata atlantica.: [814, 248, 1030, 263]
headline-truffa: Aveva truffato 100 milioni: [19, 2222, 308, 2253]
paragraph: Il giovane, subito dopo, ha rivolto l'arma contro se stesso esplodendo un secondo colpo. Trasportato d'urgenza all'ospedale in gravissime condizioni, vi è deceduto dopo poche ore senza aver ripreso conoscenza.: [360, 2439, 458, 2477]
paragraph: Un ladro acrobata, di quelli che si arrampicano lungo le grondaie e scavalcano i muri di cinta degli alberghi del centro, è stato arrestato dagli agenti del Commissariato di zona dopo una lunga e paziente opera di appostamento durata oltre una settimana.: [19, 521, 127, 584]
paragraph: Un'altra tragedia della gelosia è avvenuta ieri sera in una modesta abitazione della periferia romana. Un giovane agente ausiliario di Pubblica Sicurezza ha ucciso con un colpo di pistola la fidanzata, una ragazza di appena quattordici anni, e si è poi tolto la vita rivolgendo l'arma contro se stesso.: [585, 2171, 692, 2225]
paragraph: Le salme sono state composte nella camera mortuaria dell'ospedale a disposizione dell'autorità giudiziaria, che ha disposto l'autopsia per accertare con esattezza la dinamica del duplice dramma.: [360, 835, 430, 888]
paragraph: Sul posto sono intervenuti i funzionari della Squadra Mobile e il magistrato di turno, che hanno proceduto ai rilievi del caso e all'interrogatorio dei familiari presenti al momento della tragedia.: [471, 2049, 577, 2087]
paragraph: Tra le vittime del ladro figurano anche l'attore Rossano Brazzi, al quale furono sottratti oggetti per circa tre milioni, e il conte Pellegrini, che denunciò la scomparsa di numerosi gioielli appartenenti alla moglie.: [19, 1780, 127, 1833]
paragraph: Sul posto sono intervenuti i funzionari della Squadra Mobile e il magistrato di turno, che hanno proceduto ai rilievi del caso e all'interrogatorio dei familiari presenti al momento della tragedia.: [537, 994, 659, 1023]
paragraph: Gli agenti lo hanno tenuto d'occhio per diverse notti, appostati nei pressi degli alberghi presi di mira dal ladro, il quale agiva sempre nelle ore in cui i clienti si trovavano fuori per il teatro o per la cena.: [19, 1070, 127, 1114]
paragraph: I vicini di casa hanno riferito agli inquirenti che nei giorni scorsi fra i due fidanzati vi erano state altre discussioni, sempre originate dalla gelosia del giovane, il quale non tollerava che la ragazza uscisse con le amiche.: [537, 1108, 659, 1146]
headline-papa: IL PAPA: [448, 731, 519, 754]
body-appello: [668, 368, 802, 500]
paragraph: Ieri sera, verso le ventuno, il giovane si è presentato nell'abitazione della ragazza chiedendo di parlarle. Fra i due è sorta una violenta discussione, nel corso della quale l'agente ha estratto la pistola d'ordinanza.: [360, 339, 453, 393]
paragraph: Al rumore dello sparo i familiari sono accorsi nella stanza, ma per la ragazza non c'era ormai più nulla da fare: il proiettile l'aveva colpita alla tempia uccidendola sul colpo.: [360, 1043, 430, 1088]
brief-item: [809, 329, 918, 372]
headline-appello: Condannati in Appello lo condanna per l'Occlusione: [672, 332, 798, 357]
paragraph: Tra le vittime del ladro figurano anche l'attore Rossano Brazzi, al quale furono sottratti oggetti per circa tre milioni, e il conte Pellegrini, che denunciò la scomparsa di numerosi gioielli appartenenti alla moglie.: [133, 287, 239, 340]
paragraph: Un piccolo dramma si è verificato ieri mattina in un appartamento di via Paisiello, dove un industriale, che si accingeva a partire per un viaggio d'affari, ha ferito involontariamente la moglie mentre maneggiava una pistola.: [140, 902, 243, 956]
paragraph: Le indagini proseguono per individuare i ricettatori ai quali il giovane cedeva la refurtiva, sicuramente persone che operano nell'ambiente dei ricettatori della capitale e che sarebbero già note agli organi di Polizia.: [247, 314, 353, 367]
brief-item: [926, 568, 1035, 603]
brief-text: • Colonia, 27. — Una violenta discussione è scoppiata ieri nel corso della seduta del consiglio comunale. • Due consiglieri sono venuti alle mani e sono stati allontanati dall'aula.: [809, 295, 918, 325]
paragraph: Sul posto sono intervenuti i funzionari della Squadra Mobile e il magistrato di turno, che hanno proceduto ai rilievi del caso e all'interrogatorio dei familiari presenti al momento della tragedia.: [671, 1011, 802, 1041]
brief-headline: Fantino spedito in manicomio: [809, 376, 911, 385]
left-column: [19, 57, 353, 2523]
paragraph: L'uomo, interrogato a lungo dal funzionario di Polizia che dirige le indagini, ha finito con l'ammettere una ventina di colpi messi a segno negli ultimi sei mesi, ma gli inquirenti ritengono che il numero effettivo dei furti sia assai più elevato.: [19, 1231, 127, 1294]
headline-papa-2: alla Processione: [452, 752, 516, 780]
paragraph: Insieme con lui è stato tratto in arresto anche un complice, che aveva il compito di procurare i documenti falsi necessari per la stipula dei contratti con i quali venivano raggirate le vittime.: [247, 2421, 353, 2465]
paragraph: La ferita è stata subito trasportata all'ospedale di S. Giovanni, dove i sanitari le hanno riscontrato una ferita d'arma da fuoco giudicata guaribile in venti giorni, salvo complicazioni.: [251, 863, 353, 908]
